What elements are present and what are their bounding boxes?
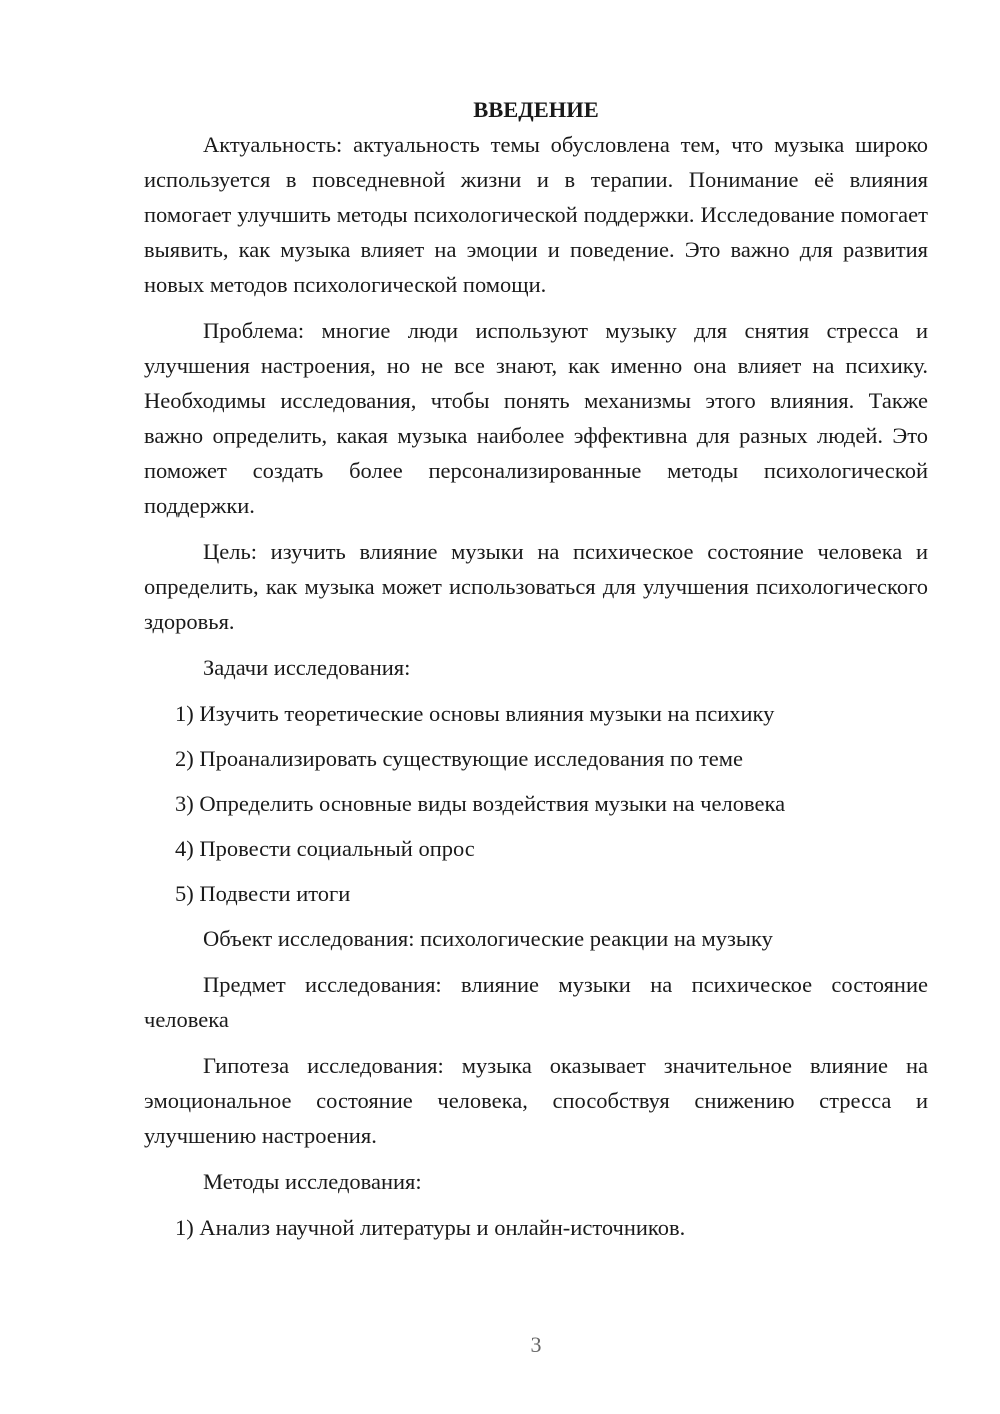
paragraph-relevance: Актуальность: актуальность темы обусловлена тем, что музыка широко используется в повседневной жизни и в терапии. Понимание её влияния помогает улучшить методы психологической поддержки. Исследование помогает выявить, как музыка влияет на эмоции и поведение. Это важно для развития новых методов психологической помощи. xyxy=(144,132,928,297)
paragraph-hypothesis: Гипотеза исследования: музыка оказывает значительное влияние на эмоциональное состояние человека, способствуя снижению стресса и улучшению настроения. xyxy=(144,1053,928,1148)
list-item: 4) Провести социальный опрос xyxy=(175,836,475,861)
tasks-list xyxy=(144,696,928,911)
paragraph-goal: Цель: изучить влияние музыки на психическое состояние человека и определить, как музыка может использоваться для улучшения психологического здоровья. xyxy=(144,539,928,634)
page-number: 3 xyxy=(530,1332,542,1357)
tasks-heading: Задачи исследования: xyxy=(203,655,411,680)
methods-heading: Методы исследования: xyxy=(203,1169,422,1194)
list-item: 3) Определить основные виды воздействия музыки на человека xyxy=(175,791,786,816)
document-body xyxy=(144,92,928,1255)
list-item: 1) Анализ научной литературы и онлайн-источников. xyxy=(175,1215,686,1240)
paragraph-object: Объект исследования: психологические реакции на музыку xyxy=(203,926,773,951)
paragraph-subject: Предмет исследования: влияние музыки на психическое состояние человека xyxy=(144,972,928,1032)
list-item: 1) Изучить теоретические основы влияния музыки на психику xyxy=(175,701,775,726)
list-item: 2) Проанализировать существующие исследования по теме xyxy=(175,746,743,771)
list-item: 5) Подвести итоги xyxy=(175,881,351,906)
page-title: ВВЕДЕНИЕ xyxy=(473,97,599,122)
methods-list xyxy=(144,1210,928,1245)
paragraph-problem: Проблема: многие люди используют музыку для снятия стресса и улучшения настроения, но не все знают, как именно она влияет на психику. Необходимы исследования, чтобы понять механизмы этого влияния. Также важно определить, какая музыка наиболее эффективна для разных людей. Это поможет создать более персонализированные методы психологической поддержки. xyxy=(144,318,928,518)
